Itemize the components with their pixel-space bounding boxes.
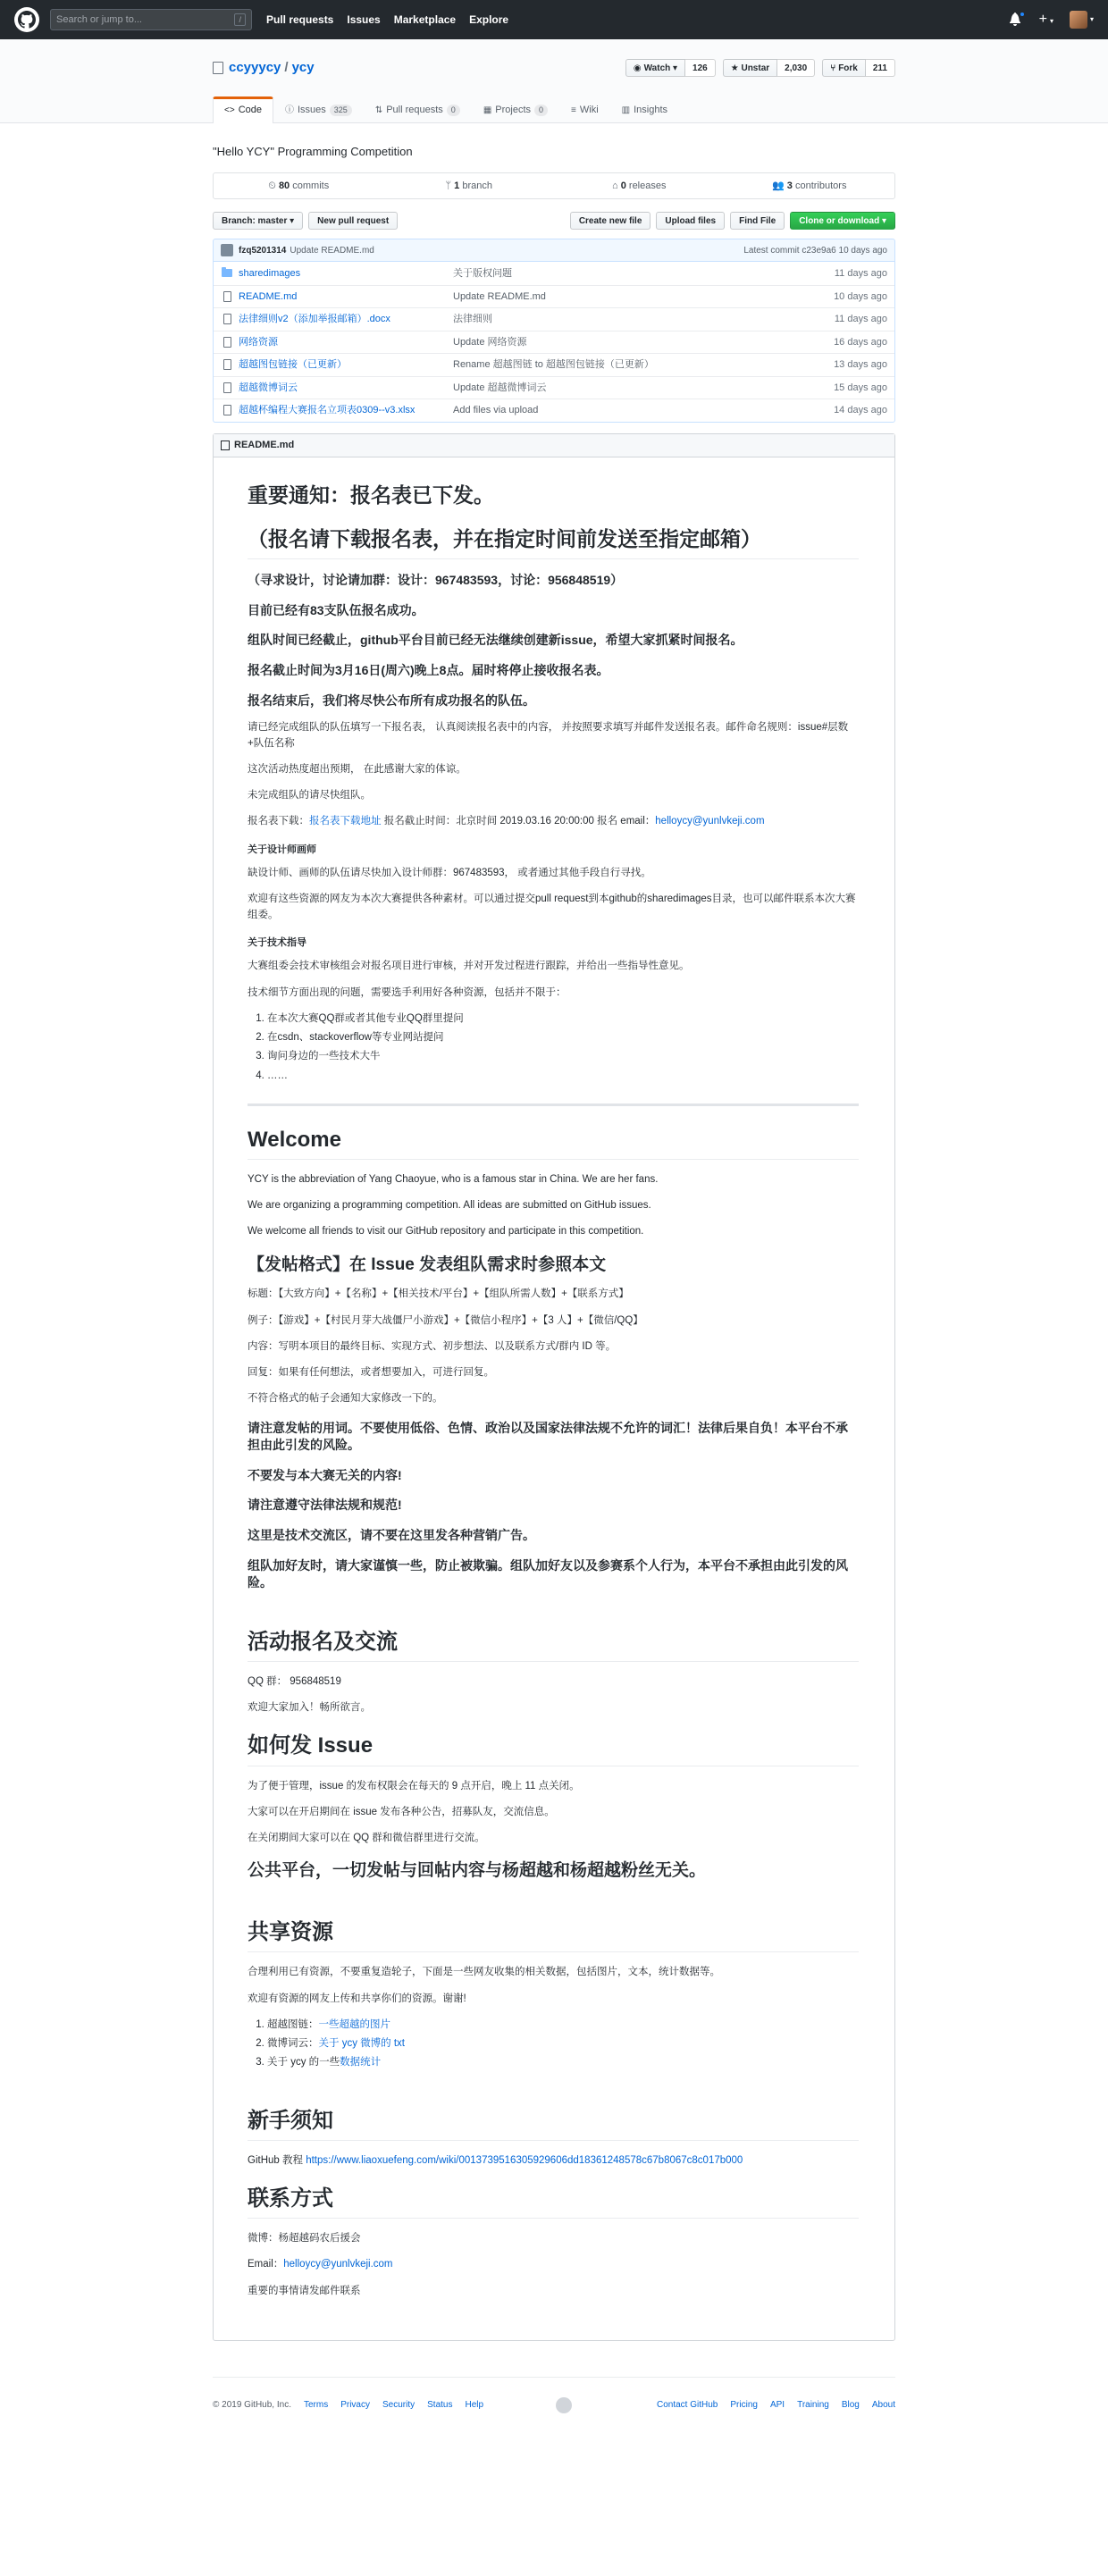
- tutorial-link[interactable]: https://www.liaoxuefeng.com/wiki/0013739516305929606dd18361248578c67b8067c8c017b000: [306, 2154, 743, 2166]
- paragraph: 未完成组队的请尽快组队。: [248, 790, 371, 801]
- file-commit-message[interactable]: 关于版权问题: [453, 267, 512, 279]
- commits-count[interactable]: ⏲ 80 commits: [268, 180, 330, 191]
- repo-content: [213, 143, 895, 2341]
- nav-issues[interactable]: Issues: [347, 13, 381, 26]
- find-file-button[interactable]: Find File: [730, 212, 785, 230]
- paragraph: 这次活动热度超出预期， 在此感谢大家的体谅。: [248, 763, 466, 775]
- file-age: 10 days ago: [834, 290, 887, 302]
- watch-button[interactable]: ◉ Watch ▾: [625, 59, 685, 77]
- file-row[interactable]: [214, 262, 894, 285]
- download-heading: （报名请下载报名表，并在指定时间前发送至指定邮箱）: [248, 526, 859, 559]
- shared-link[interactable]: 一些超越的图片: [318, 2018, 390, 2030]
- graph-icon: ▥: [621, 105, 631, 115]
- footer-link-help[interactable]: Help: [465, 2400, 484, 2411]
- file-icon: [223, 405, 231, 415]
- paragraph: 大赛组委会技术审核组会对报名项目进行审核，并对开发过程进行跟踪，并给出一些指导性意见。: [248, 961, 690, 972]
- repo-nav: [213, 96, 895, 122]
- file-name-link[interactable]: sharedimages: [239, 267, 301, 279]
- avatar-caret-icon[interactable]: ▾: [1089, 15, 1094, 23]
- paragraph: 不符合格式的帖子会通知大家修改一下的。: [248, 1393, 443, 1405]
- file-type-icon: [221, 337, 233, 348]
- paragraph: 大家可以在开启期间在 issue 发布各种公告，招募队友，交流信息。: [248, 1806, 555, 1817]
- footer-link-contact[interactable]: Contact GitHub: [657, 2400, 718, 2411]
- list-item: 2. 在csdn、stackoverflow等专业网站提问: [267, 1030, 859, 1045]
- file-type-icon: [221, 269, 233, 277]
- groups-heading: （寻求设计，讨论请加群：设计：967483593，讨论：956848519）: [248, 573, 624, 588]
- file-icon: [223, 382, 231, 393]
- paragraph: 在关闭期间大家可以在 QQ 群和微信群里进行交流。: [248, 1833, 485, 1844]
- releases-count[interactable]: ⌂ 0 releases: [612, 180, 667, 191]
- status-line-3: 报名截止时间为3月16日(周六)晚上8点。届时将停止接收报名表。: [248, 663, 609, 678]
- file-icon: [223, 291, 231, 302]
- tab-code[interactable]: <> Code: [213, 96, 273, 123]
- file-icon: [223, 314, 231, 324]
- pr-counter: 0: [447, 105, 460, 117]
- repo-head: [0, 39, 1108, 123]
- site-footer: [213, 2377, 895, 2449]
- file-row[interactable]: [214, 331, 894, 354]
- file-row[interactable]: [214, 399, 894, 422]
- file-commit-message[interactable]: Add files via upload: [453, 405, 539, 415]
- fork-count[interactable]: 211: [866, 59, 895, 77]
- welcome-heading: Welcome: [248, 1126, 859, 1160]
- eye-icon: ◉: [633, 63, 642, 73]
- branch-select-button[interactable]: Branch: master ▾: [213, 212, 303, 230]
- file-type-icon: [221, 314, 233, 324]
- signup-download-line: 报名表下载：报名表下载地址 报名截止时间：北京时间 2019.03.16 20:00:00 报名 email：helloycy@yunlvkeji.com: [248, 816, 765, 827]
- status-line-2: 组队时间已经截止，github平台目前已经无法继续创建新issue，希望大家抓紧时间报名。: [248, 633, 743, 648]
- file-name-link[interactable]: README.md: [239, 290, 298, 302]
- file-name-link[interactable]: 超越杯编程大赛报名立项表0309--v3.xlsx: [239, 405, 416, 415]
- latest-commit[interactable]: Latest commit c23e9a6 10 days ago: [743, 245, 887, 256]
- search-box[interactable]: [50, 9, 252, 30]
- weibo-line: 微博：杨超越码农后援会: [248, 2233, 361, 2245]
- file-row[interactable]: [214, 285, 894, 308]
- signup-form-link[interactable]: 报名表下载地址: [309, 816, 382, 827]
- signup-email-link[interactable]: helloycy@yunlvkeji.com: [655, 816, 765, 827]
- footer-link-privacy[interactable]: Privacy: [340, 2400, 370, 2411]
- format-heading: 【发帖格式】在 Issue 发表组队需求时参照本文: [248, 1254, 607, 1274]
- footer-link-blog[interactable]: Blog: [841, 2400, 860, 2411]
- book-icon: [221, 441, 230, 450]
- file-row[interactable]: [214, 376, 894, 399]
- paragraph: 缺设计师、画师的队伍请尽快加入设计师群：967483593， 或者通过其他手段自行寻找。: [248, 868, 651, 878]
- footer-link-pricing[interactable]: Pricing: [730, 2400, 758, 2411]
- footer-link-status[interactable]: Status: [427, 2400, 453, 2411]
- header-right: [1009, 0, 1094, 39]
- paragraph: 欢迎有这些资源的网友为本次大赛提供各种素材。可以通过提交pull request到本github的sharedimages目录，也可以邮件联系本次大赛组委。: [248, 894, 856, 920]
- contributors-count[interactable]: 👥 3 contributors: [772, 180, 847, 191]
- footer-link-security[interactable]: Security: [382, 2400, 416, 2411]
- commit-author[interactable]: fzq5201314: [239, 245, 287, 256]
- fork-button[interactable]: ⑂ Fork: [822, 59, 866, 77]
- file-commit-message[interactable]: Update README.md: [453, 290, 546, 302]
- user-avatar[interactable]: [1070, 11, 1087, 29]
- nav-explore[interactable]: Explore: [469, 13, 509, 26]
- create-new-plus-icon[interactable]: + ▾: [1038, 12, 1053, 27]
- file-type-icon: [221, 359, 233, 370]
- unread-dot: [1020, 12, 1025, 17]
- issue-icon: ⓘ: [284, 105, 294, 115]
- qq-group: QQ 群： 956848519: [248, 1675, 341, 1687]
- paragraph: We are organizing a programming competition. All ideas are submitted on GitHub issues.: [248, 1200, 651, 1212]
- list-item: 3. 询问身边的一些技术大牛: [267, 1049, 859, 1064]
- email-line: Email：helloycy@yunlvkeji.com: [248, 2259, 393, 2270]
- paragraph: 技术细节方面出现的问题，需要选手利用好各种资源，包括并不限于：: [248, 986, 567, 998]
- paragraph: 欢迎大家加入！畅所欲言。: [248, 1702, 371, 1714]
- github-mark-icon[interactable]: [556, 2397, 572, 2413]
- file-icon: [223, 359, 231, 370]
- projects-counter: 0: [534, 105, 548, 117]
- contact-heading: 联系方式: [248, 2185, 859, 2219]
- star-group: [723, 59, 815, 77]
- fork-icon: ⑂: [830, 63, 836, 73]
- slash-shortcut-key: /: [234, 13, 246, 26]
- list-item: 1. 超越图链：一些超越的图片: [267, 2018, 859, 2033]
- numbers-summary: [213, 172, 895, 199]
- repo-book-icon: [213, 62, 223, 74]
- folder-icon: [222, 269, 232, 277]
- repo-description: "Hello YCY" Programming Competition: [213, 144, 413, 158]
- readme-body: [214, 457, 894, 2340]
- contact-email-link[interactable]: helloycy@yunlvkeji.com: [283, 2259, 393, 2270]
- watch-group: [625, 59, 716, 77]
- shared-list: [248, 2018, 859, 2071]
- divider: [248, 1103, 859, 1106]
- issues-counter: 325: [330, 105, 352, 117]
- warning-line: 组队加好友时，请大家谨慎一些，防止被欺骗。组队加好友以及参赛系个人行为，本平台不承担由此引发的风险。: [248, 1557, 848, 1590]
- signup-heading: 活动报名及交流: [248, 1628, 859, 1662]
- list-item: 3. 关于 ycy 的一些数据统计: [267, 2055, 859, 2070]
- pagehead-actions: [618, 59, 895, 77]
- search-input[interactable]: [56, 14, 234, 25]
- commit-tease: [213, 239, 895, 262]
- tab-insights[interactable]: ▥ Insights: [621, 105, 668, 115]
- file-type-icon: [221, 405, 233, 415]
- paragraph: YCY is the abbreviation of Yang Chaoyue, who is a famous star in China. We are her fans.: [248, 1173, 659, 1185]
- paragraph: 欢迎有资源的网友上传和共享你们的资源。谢谢!: [248, 1993, 466, 2004]
- design-heading: 关于设计师画师: [248, 843, 316, 855]
- file-name-link[interactable]: 法律细则v2（添加举报邮箱）.docx: [239, 314, 390, 324]
- file-type-icon: [221, 382, 233, 393]
- list-item: 4. ……: [267, 1069, 859, 1084]
- nav-marketplace[interactable]: Marketplace: [393, 13, 457, 26]
- readme: [213, 433, 895, 2341]
- github-logo-icon[interactable]: [14, 7, 39, 32]
- footer-link-terms[interactable]: Terms: [303, 2400, 329, 2411]
- footer-link-api[interactable]: API: [769, 2400, 785, 2411]
- file-commit-message[interactable]: 法律细则: [453, 314, 492, 324]
- file-row[interactable]: [214, 353, 894, 376]
- copyright: © 2019 GitHub, Inc.: [213, 2400, 291, 2411]
- tab-pull-requests[interactable]: ⇅ Pull requests 0: [364, 96, 472, 123]
- footer-link-about[interactable]: About: [871, 2400, 895, 2411]
- fork-group: [822, 59, 895, 77]
- file-name-link[interactable]: 超越微博词云: [239, 382, 298, 393]
- branch-count[interactable]: ᛘ 1 branch: [445, 180, 492, 191]
- file-row[interactable]: [214, 307, 894, 331]
- readme-header: [214, 434, 894, 457]
- issue-heading: 如何发 Issue: [248, 1732, 859, 1766]
- paragraph: 内容：写明本项目的最终目标、实现方式、初步想法、以及联系方式/群内 ID 等。: [248, 1340, 617, 1352]
- file-name-link[interactable]: 超越图包链接（已更新）: [239, 359, 347, 370]
- paragraph: 请已经完成组队的队伍填写一下报名表， 认真阅读报名表中的内容， 并按照要求填写并邮件发送报名表。邮件命名规则：issue#层数+队伍名称: [248, 722, 849, 749]
- file-commit-message[interactable]: Update 超越微博词云: [453, 382, 547, 393]
- paragraph: 为了便于管理，issue 的发布权限会在每天的 9 点开启，晚上 11 点关闭。: [248, 1780, 580, 1791]
- shared-link[interactable]: 关于 ycy 微博的 txt: [318, 2038, 405, 2050]
- status-line-1: 目前已经有83支队伍报名成功。: [248, 602, 424, 617]
- file-age: 11 days ago: [834, 314, 887, 324]
- warning-line: 请注意遵守法律法规和规范!: [248, 1498, 402, 1513]
- file-name-link[interactable]: 网络资源: [239, 336, 278, 348]
- repo-owner-link[interactable]: ccyyycy: [229, 59, 281, 75]
- nav-pull-requests[interactable]: Pull requests: [266, 13, 334, 26]
- shared-link[interactable]: 数据统计: [340, 2057, 382, 2068]
- watch-count[interactable]: 126: [685, 59, 716, 77]
- commit-author-avatar[interactable]: [221, 244, 233, 256]
- file-age: 11 days ago: [834, 267, 887, 279]
- list-item: 2. 微博词云：关于 ycy 微博的 txt: [267, 2036, 859, 2052]
- pull-request-icon: ⇅: [374, 105, 383, 115]
- list-item: 1. 在本次大赛QQ群或者其他专业QQ群里提问: [267, 1011, 859, 1027]
- upload-files-button[interactable]: Upload files: [656, 212, 725, 230]
- code-icon: <>: [224, 105, 235, 115]
- new-pull-request-button[interactable]: New pull request: [308, 212, 398, 230]
- file-age: 15 days ago: [834, 382, 887, 393]
- paragraph: 合理利用已有资源，不要重复造轮子，下面是一些网友收集的相关数据，包括图片，文本，统计数据等。: [248, 1967, 720, 1978]
- commit-message[interactable]: Update README.md: [290, 245, 374, 256]
- notification-bell-icon[interactable]: [1009, 12, 1025, 28]
- file-icon: [223, 337, 231, 348]
- file-age: 13 days ago: [834, 359, 887, 370]
- warning-line: 请注意发帖的用词。不要使用低俗、色情、政治以及国家法律法规不允许的词汇！法律后果自负！本平台不承担由此引发的风险。: [248, 1420, 848, 1453]
- file-type-icon: [221, 291, 233, 302]
- notice-heading: 重要通知：报名表已下发。: [248, 482, 494, 507]
- branch-icon: ᛘ: [445, 180, 455, 191]
- clone-download-button[interactable]: Clone or download ▾: [790, 212, 895, 230]
- wiki-icon: ≡: [571, 105, 576, 115]
- paragraph: 例子：【游戏】+【村民月芽大战僵尸小游戏】+【微信小程序】+【3 人】+【微信/QQ】: [248, 1314, 643, 1326]
- github-tutorial-line: GitHub 教程 https://www.liaoxuefeng.com/wiki/0013739516305929606dd18361248578c67b8067c8c017b000: [248, 2154, 743, 2166]
- repo-path-separator: /: [284, 59, 289, 75]
- history-icon: ⏲: [268, 180, 279, 191]
- tech-heading: 关于技术指导: [248, 936, 306, 948]
- file-age: 16 days ago: [834, 336, 887, 348]
- readme-title: README.md: [234, 439, 295, 450]
- tab-projects[interactable]: ▦ Projects 0: [472, 96, 559, 123]
- public-heading: 公共平台，一切发帖与回帖内容与杨超越和杨超越粉丝无关。: [248, 1861, 707, 1881]
- file-list: [213, 262, 895, 423]
- tab-issues[interactable]: ⓘ Issues 325: [273, 96, 364, 123]
- star-count[interactable]: 2,030: [777, 59, 815, 77]
- shared-heading: 共享资源: [248, 1918, 859, 1952]
- warning-line: 不要发与本大赛无关的内容!: [248, 1467, 402, 1482]
- site-header: [0, 0, 1108, 39]
- create-new-file-button[interactable]: Create new file: [570, 212, 651, 230]
- repo-name-link[interactable]: ycy: [291, 59, 315, 75]
- warning-line: 这里是技术交流区，请不要在这里发各种营销广告。: [248, 1528, 535, 1542]
- people-icon: 👥: [772, 180, 787, 191]
- tech-list: [248, 1011, 859, 1084]
- file-navigation: [213, 212, 895, 230]
- file-age: 14 days ago: [834, 405, 887, 415]
- file-commit-message[interactable]: Rename 超越图链 to 超越图包链接（已更新）: [453, 359, 654, 370]
- footer-link-training[interactable]: Training: [797, 2400, 829, 2411]
- status-line-4: 报名结束后，我们将尽快公布所有成功报名的队伍。: [248, 692, 535, 708]
- unstar-button[interactable]: ★ Unstar: [723, 59, 777, 77]
- paragraph: 回复：如果有任何想法，或者想要加入，可进行回复。: [248, 1367, 494, 1379]
- paragraph: 标题：【大致方向】+【名称】+【相关技术/平台】+【组队所需人数】+【联系方式】: [248, 1288, 629, 1300]
- header-nav: [266, 12, 522, 28]
- repo-title: [213, 58, 315, 79]
- tab-wiki[interactable]: ≡ Wiki: [571, 105, 599, 115]
- project-icon: ▦: [483, 105, 492, 115]
- tag-icon: ⌂: [612, 180, 621, 191]
- paragraph: 重要的事情请发邮件联系: [248, 2285, 361, 2296]
- newbie-heading: 新手须知: [248, 2107, 859, 2141]
- file-commit-message[interactable]: Update 网络资源: [453, 336, 527, 348]
- paragraph: We welcome all friends to visit our GitHub repository and participate in this competition.: [248, 1226, 644, 1238]
